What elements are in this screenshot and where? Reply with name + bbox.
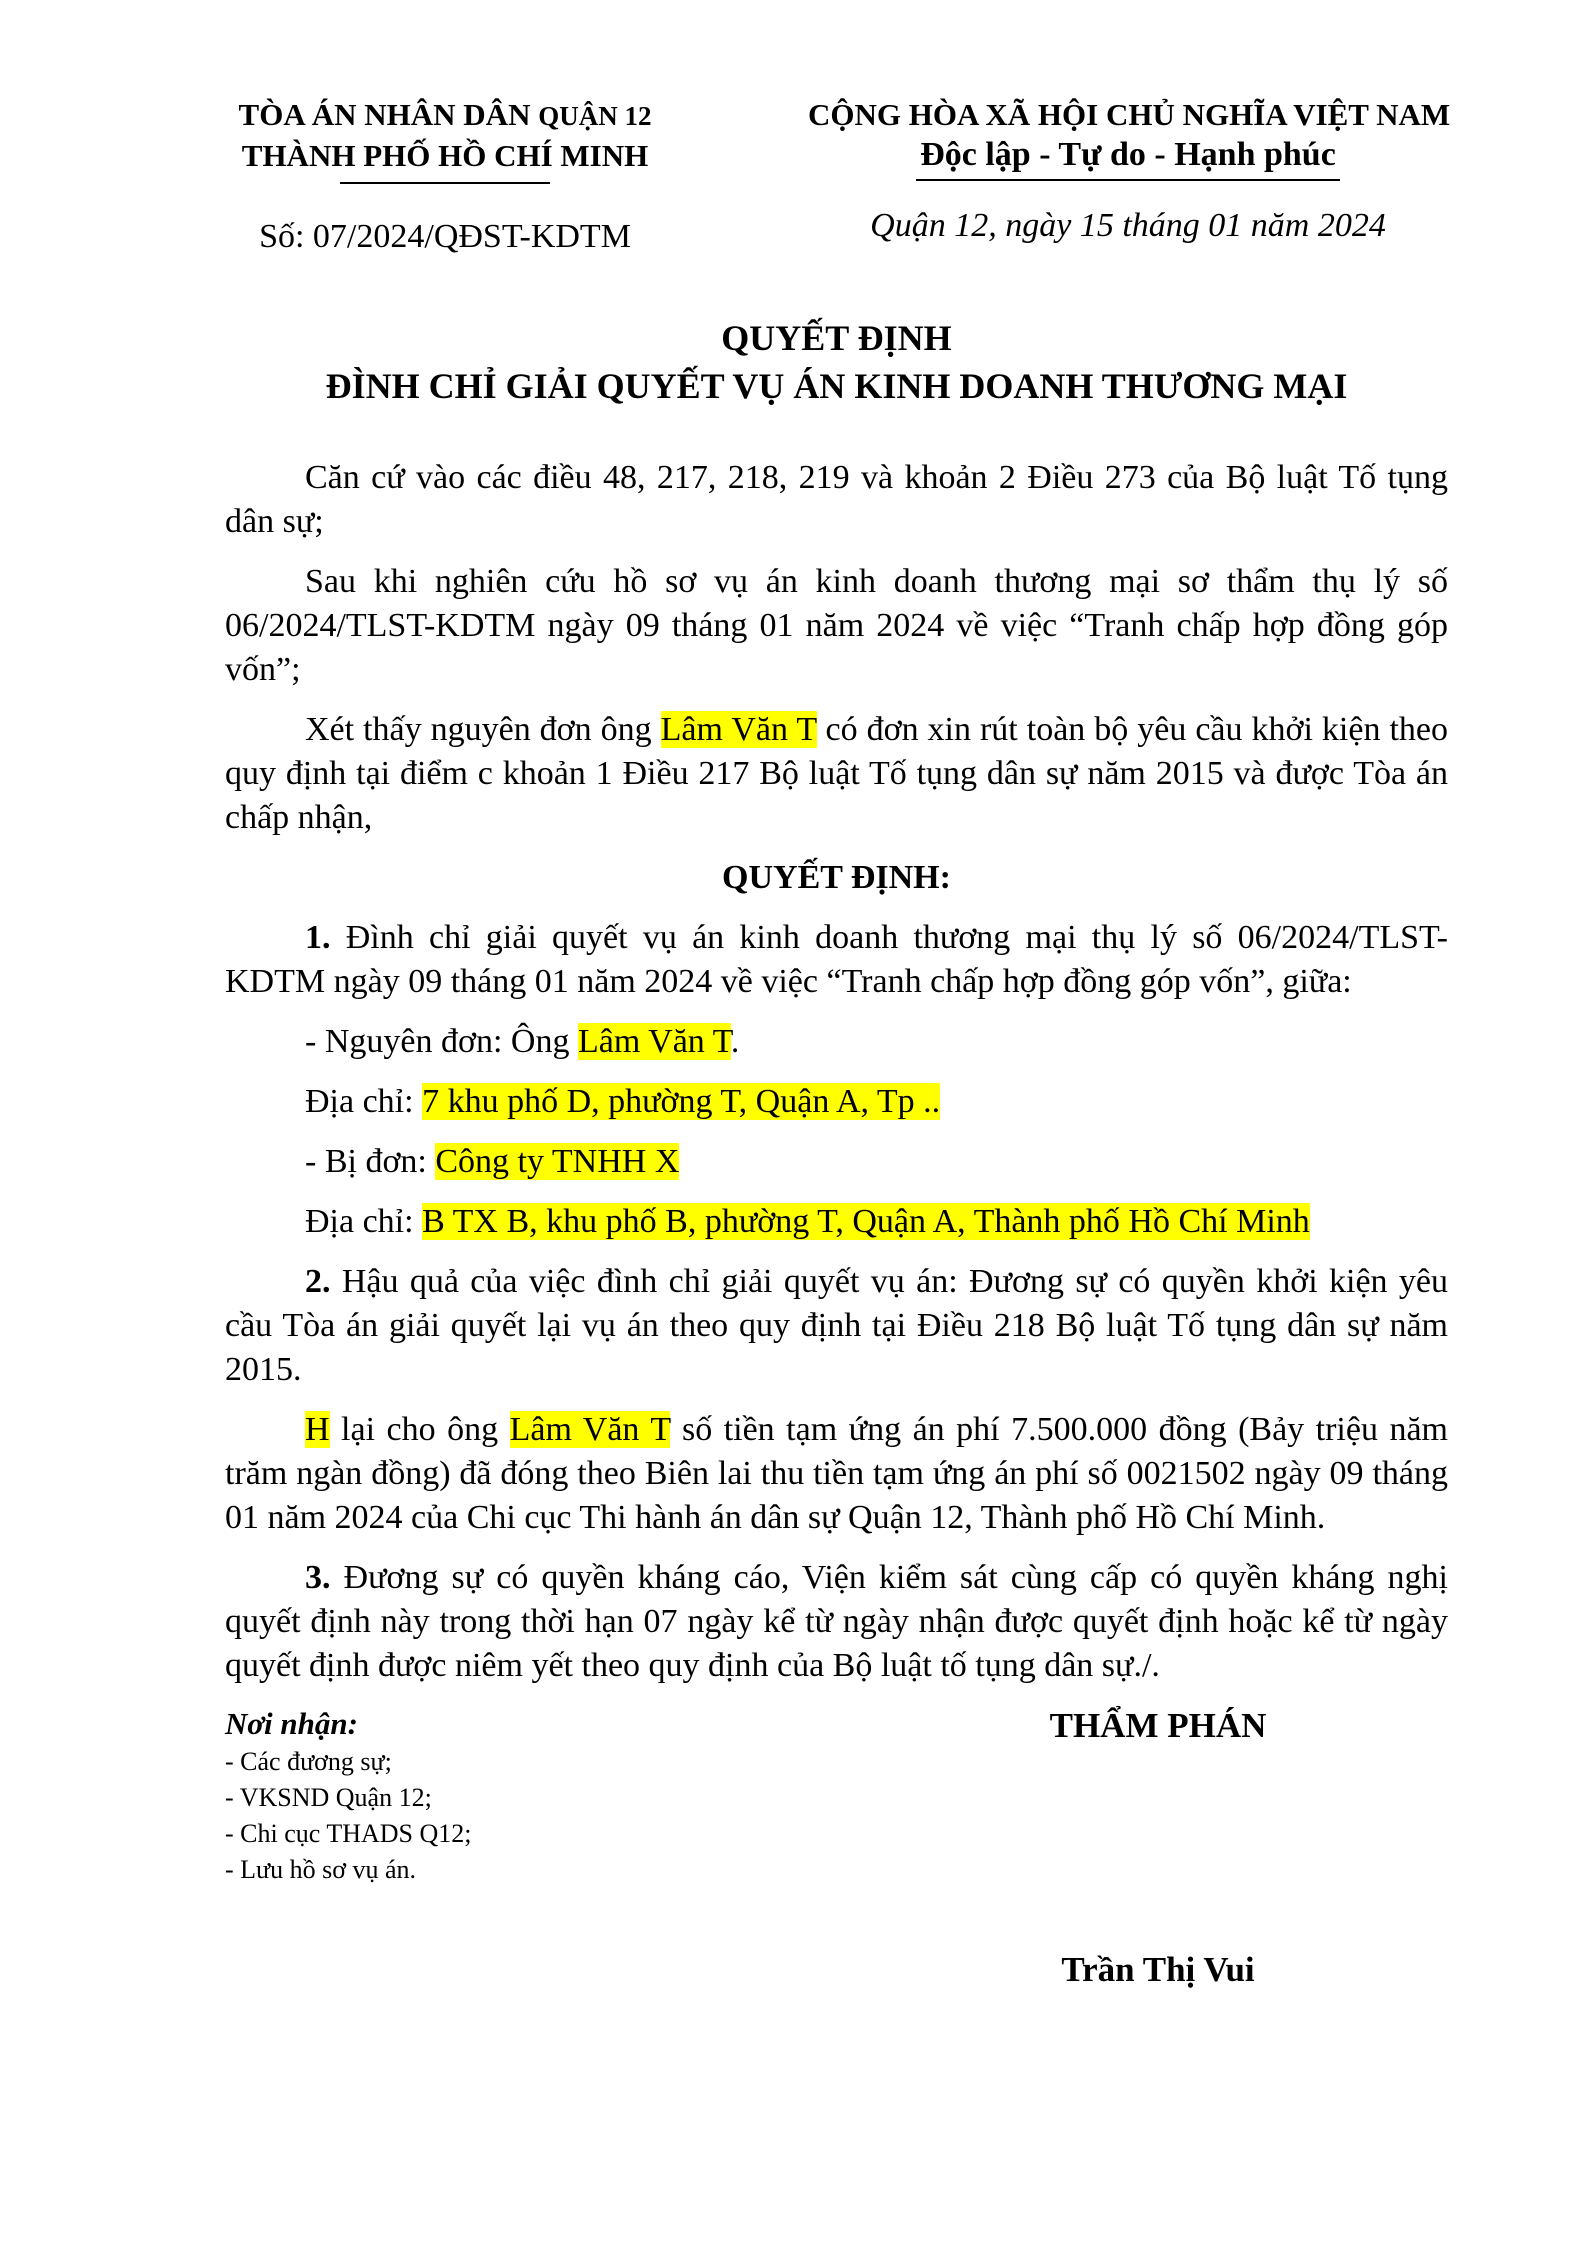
highlighted-text: Lâm Văn T bbox=[660, 711, 817, 748]
national-title: CỘNG HÒA XÃ HỘI CHỦ NGHĨA VIỆT NAM bbox=[808, 97, 1451, 132]
body-paragraph bbox=[225, 1200, 1448, 1244]
text-segment: - Nguyên đơn: Ông bbox=[305, 1023, 578, 1060]
highlighted-text: Lâm Văn T bbox=[509, 1411, 671, 1448]
text-segment: Đương sự có quyền kháng cáo, Viện kiểm sát cùng cấp có quyền kháng nghị quyết định này trong thời hạn 07 ngày kể từ ngày nhận được quyết định hoặc kể từ ngày quyết định được niêm yết theo quy định của Bộ luật tố tụng dân sự./. bbox=[225, 1559, 1448, 1684]
date-line: Quận 12, ngày 15 tháng 01 năm 2024 bbox=[870, 207, 1386, 244]
recipient-item: - Các đương sự; bbox=[225, 1747, 392, 1776]
text-segment: Địa chỉ: bbox=[305, 1203, 423, 1240]
text-segment: số tiền tạm ứng án phí 7.500.000 đồng (Bảy triệu năm trăm ngàn đồng) đã đóng theo Biên lai thu tiền tạm ứng án phí số 0021502 ngày 09 tháng 01 năm 2024 của Chi cục Thi hành án dân sự Quận 12, Thành phố Hồ Chí Minh. bbox=[225, 1411, 1448, 1536]
highlighted-text: Công ty TNHH X bbox=[435, 1143, 680, 1180]
recipient-item: - Chi cục THADS Q12; bbox=[225, 1819, 472, 1848]
highlighted-text: Lâm Văn T bbox=[577, 1023, 731, 1060]
document-footer bbox=[225, 1704, 1448, 1992]
text-segment: Đình chỉ giải quyết vụ án kinh doanh thương mại thụ lý số 06/2024/TLST-KDTM ngày 09 tháng 01 năm 2024 về việc “Tranh chấp hợp đồng góp vốn”, giữa: bbox=[225, 919, 1448, 1000]
text-segment: QUYẾT ĐỊNH: bbox=[722, 859, 951, 896]
body-paragraph bbox=[225, 1140, 1448, 1184]
body-paragraph bbox=[225, 708, 1448, 840]
court-district: QUẬN 12 bbox=[538, 101, 652, 131]
text-segment: Địa chỉ: bbox=[305, 1083, 423, 1120]
document-header bbox=[225, 95, 1451, 256]
body-paragraph bbox=[225, 916, 1448, 1004]
body-paragraph bbox=[225, 1080, 1448, 1124]
body-paragraph bbox=[225, 456, 1448, 544]
highlighted-text: 7 khu phố D, phường T, Quận A, Tp .. bbox=[422, 1083, 941, 1120]
text-segment: 3. bbox=[305, 1559, 331, 1596]
text-segment: Căn cứ vào các điều 48, 217, 218, 219 và khoản 2 Điều 273 của Bộ luật Tố tụng dân sự; bbox=[225, 459, 1448, 540]
recipient-item: - VKSND Quận 12; bbox=[225, 1783, 432, 1812]
national-motto-line bbox=[808, 135, 1448, 181]
section-heading bbox=[225, 856, 1448, 900]
text-segment: . bbox=[730, 1023, 740, 1060]
text-segment: 2. bbox=[305, 1263, 331, 1300]
court-name: TÒA ÁN NHÂN DÂN bbox=[238, 97, 531, 132]
court-city: THÀNH PHỐ HỒ CHÍ MINH bbox=[241, 138, 649, 173]
text-segment: 1. bbox=[305, 919, 331, 956]
highlighted-text: H bbox=[305, 1411, 330, 1448]
title-line1: QUYẾT ĐỊNH bbox=[721, 318, 952, 358]
signature-block bbox=[868, 1704, 1448, 1992]
document-number: Số: 07/2024/QĐST-KDTM bbox=[259, 218, 631, 255]
recipients-block bbox=[225, 1704, 868, 1992]
recipient-item: - Lưu hồ sơ vụ án. bbox=[225, 1855, 417, 1884]
signature-title: THẨM PHÁN bbox=[1049, 1706, 1267, 1745]
text-segment: - Bị đơn: bbox=[305, 1143, 436, 1180]
body-paragraph bbox=[225, 1408, 1448, 1540]
text-segment: Hậu quả của việc đình chỉ giải quyết vụ án: Đương sự có quyền khởi kiện yêu cầu Tòa án giải quyết lại vụ án theo quy định tại Điều 218 Bộ luật Tố tụng dân sự năm 2015. bbox=[225, 1263, 1448, 1388]
text-segment: có đơn xin rút toàn bộ yêu cầu khởi kiện theo quy định tại điểm c khoản 1 Điều 217 Bộ luật Tố tụng dân sự năm 2015 và được Tòa án chấp nhận, bbox=[225, 711, 1448, 836]
body-paragraph bbox=[225, 1020, 1448, 1064]
body-paragraph bbox=[225, 1260, 1448, 1392]
issuing-court-block bbox=[225, 95, 665, 256]
header-left-divider bbox=[340, 182, 550, 184]
body-paragraph bbox=[225, 1556, 1448, 1688]
highlighted-text: B TX B, khu phố B, phường T, Quận A, Thành phố Hồ Chí Minh bbox=[422, 1203, 1310, 1240]
document-body bbox=[225, 456, 1448, 1688]
national-motto: Độc lập - Tự do - Hạnh phúc bbox=[916, 135, 1340, 181]
body-paragraph bbox=[225, 560, 1448, 692]
recipients-heading: Nơi nhận: bbox=[225, 1706, 358, 1741]
document-title bbox=[225, 314, 1448, 410]
text-segment: Sau khi nghiên cứu hồ sơ vụ án kinh doanh thương mại sơ thẩm thụ lý số 06/2024/TLST-KDTM ngày 09 tháng 01 năm 2024 về việc “Tranh chấp hợp đồng góp vốn”; bbox=[225, 563, 1448, 688]
text-segment: Xét thấy nguyên đơn ông bbox=[305, 711, 661, 748]
text-segment: lại cho ông bbox=[329, 1411, 510, 1448]
recipients-list bbox=[225, 1744, 868, 1888]
title-line2: ĐÌNH CHỈ GIẢI QUYẾT VỤ ÁN KINH DOANH THƯƠNG MẠI bbox=[325, 366, 1348, 406]
national-motto-block bbox=[808, 95, 1451, 245]
court-name-line bbox=[225, 95, 665, 136]
signature-name: Trần Thị Vui bbox=[1061, 1950, 1255, 1989]
